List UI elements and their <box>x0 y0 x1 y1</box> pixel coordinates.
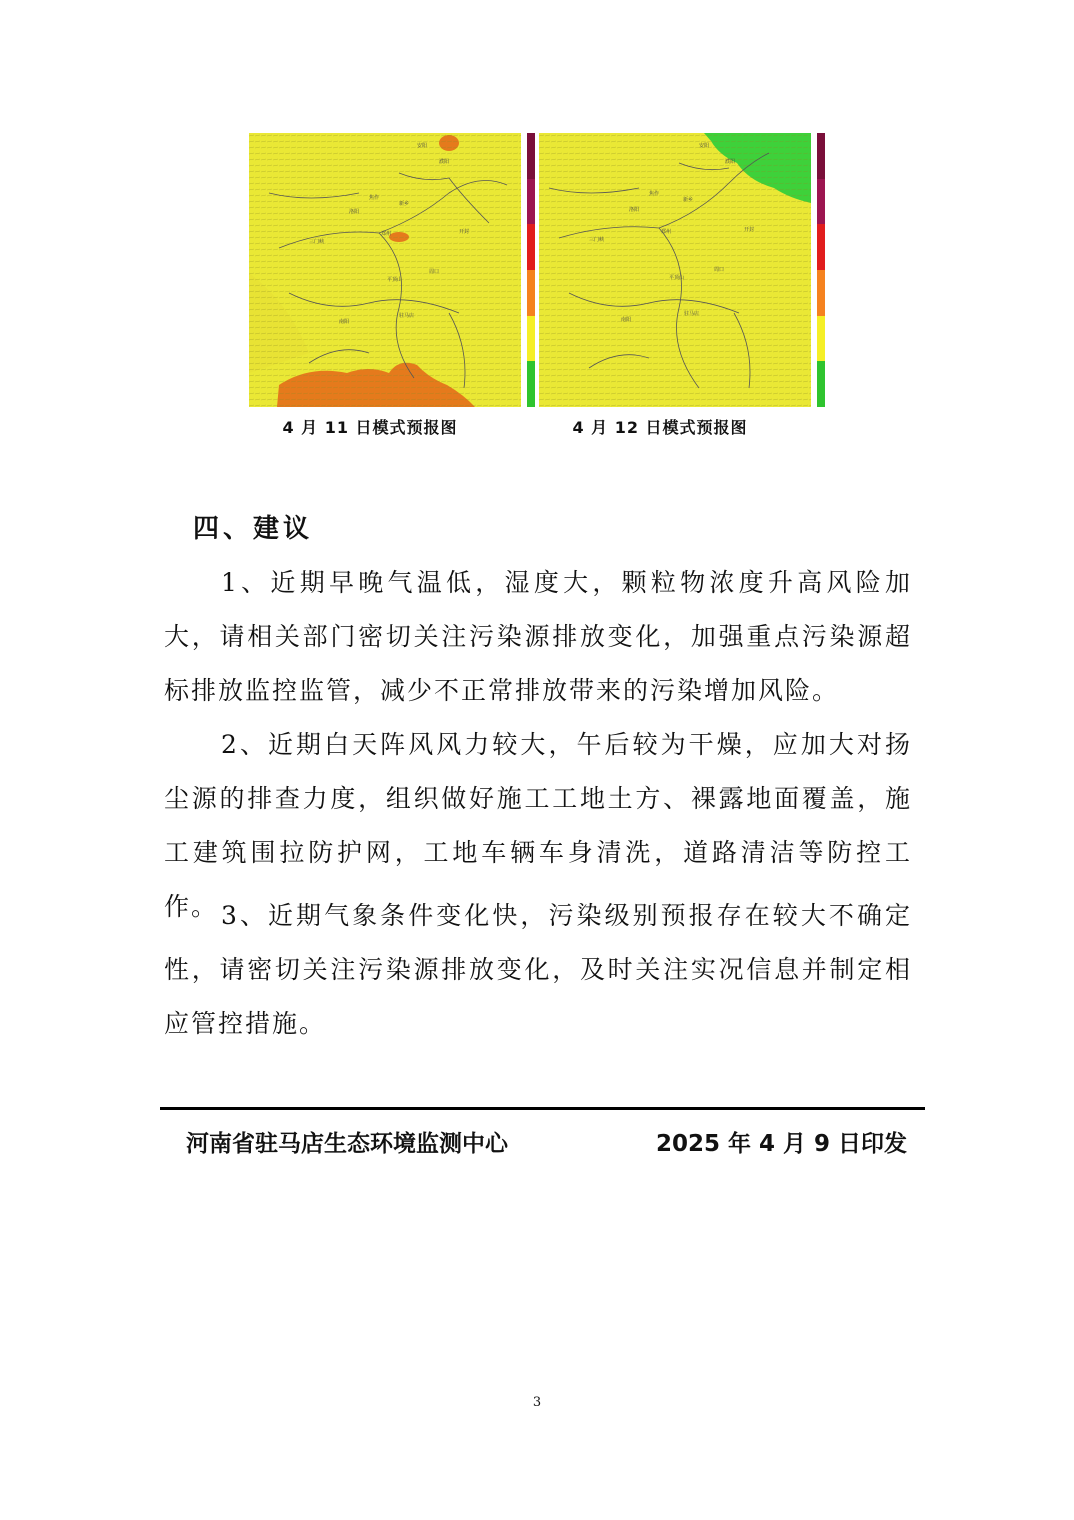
svg-text:濮阳: 濮阳 <box>439 159 450 165</box>
svg-text:焦作: 焦作 <box>369 195 380 201</box>
svg-text:开封: 开封 <box>744 227 755 233</box>
legend-colorbar-apr-11 <box>527 133 535 407</box>
svg-text:新乡: 新乡 <box>399 201 410 207</box>
svg-text:平顶山: 平顶山 <box>387 277 403 283</box>
forecast-map-apr-11 <box>249 133 521 407</box>
forecast-map-apr-12 <box>539 133 811 407</box>
svg-text:平顶山: 平顶山 <box>669 275 685 281</box>
svg-text:三门峡: 三门峡 <box>589 237 605 243</box>
svg-text:濮阳: 濮阳 <box>725 159 736 165</box>
svg-text:周口: 周口 <box>714 267 725 273</box>
svg-text:驻马店: 驻马店 <box>684 311 700 317</box>
svg-text:南阳: 南阳 <box>339 319 350 325</box>
figure-caption-apr-12: 4 月 12 日模式预报图 <box>572 418 748 437</box>
legend-colorbar-apr-12 <box>817 133 825 407</box>
recommendation-paragraph-3: 3、近期气象条件变化快，污染级别预报存在较大不确定性，请密切关注污染源排放变化，及时关注实况信息并制定相应管控措施。 <box>164 901 912 1038</box>
svg-text:开封: 开封 <box>459 229 470 235</box>
figure-caption-apr-11: 4 月 11 日模式预报图 <box>282 418 458 437</box>
page-number: 3 <box>532 1395 542 1410</box>
issue-date: 2025 年 4 月 9 日印发 <box>656 1131 908 1157</box>
recommendation-paragraph-2: 2、近期白天阵风风力较大，午后较为干燥，应加大对扬尘源的排查力度，组织做好施工工地土方、裸露地面覆盖，施工建筑围拉防护网，工地车辆车身清洗，道路清洁等防控工作。 <box>164 730 912 921</box>
svg-text:洛阳: 洛阳 <box>629 207 640 213</box>
svg-text:南阳: 南阳 <box>621 317 632 323</box>
svg-text:驻马店: 驻马店 <box>399 313 415 319</box>
svg-text:安阳: 安阳 <box>417 143 428 149</box>
svg-text:周口: 周口 <box>429 269 440 275</box>
svg-text:焦作: 焦作 <box>649 191 660 197</box>
svg-text:郑州: 郑州 <box>661 229 672 235</box>
recommendation-paragraph-1: 1、近期早晚气温低，湿度大，颗粒物浓度升高风险加大，请相关部门密切关注污染源排放变化，加强重点污染源超标排放监控监管，减少不正常排放带来的污染增加风险。 <box>164 568 912 705</box>
issuing-organization: 河南省驻马店生态环境监测中心 <box>186 1131 508 1157</box>
svg-text:洛阳: 洛阳 <box>349 209 360 215</box>
svg-text:郑州: 郑州 <box>381 231 392 237</box>
svg-text:三门峡: 三门峡 <box>309 239 325 245</box>
svg-text:安阳: 安阳 <box>699 143 710 149</box>
svg-text:新乡: 新乡 <box>683 197 694 203</box>
footer-divider <box>160 1107 925 1110</box>
section-title: 四、建议 <box>193 514 314 544</box>
